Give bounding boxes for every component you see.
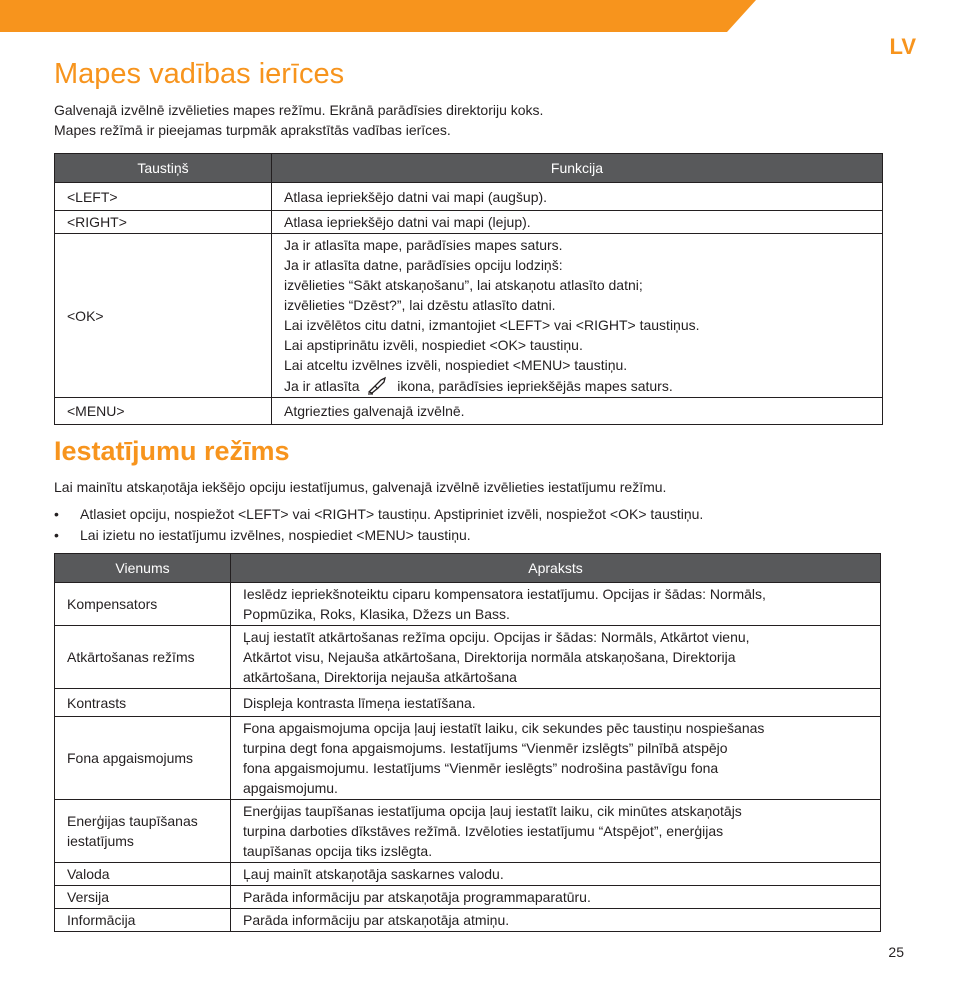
item-cell	[55, 800, 231, 863]
table-row	[55, 717, 881, 800]
item-cell: Versija	[55, 886, 231, 909]
list-item	[54, 504, 703, 525]
description-cell: Parāda informāciju par atskaņotāja atmiņu.	[231, 909, 881, 932]
description-line: turpina darboties dīkstāves režīmā. Izvēloties iestatījumu “Atspējot”, enerģijas	[243, 823, 724, 839]
description-cell: Ļauj mainīt atskaņotāja saskarnes valodu.	[231, 863, 881, 886]
col-header-description: Apraksts	[231, 554, 881, 583]
table-row	[55, 398, 883, 425]
table-row	[55, 863, 881, 886]
description-cell	[231, 583, 881, 626]
description-line: Fona apgaismojuma opcija ļauj iestatīt laiku, cik sekundes pēc taustiņu nospiešanas	[243, 720, 765, 736]
function-line: Lai apstiprinātu izvēli, nospiediet <OK> taustiņu.	[284, 337, 583, 353]
table-row	[55, 583, 881, 626]
item-line: iestatījums	[67, 833, 134, 849]
col-header-function: Funkcija	[272, 154, 883, 183]
description-line: Ļauj iestatīt atkārtošanas režīma opciju. Opcijas ir šādas: Normāls, Atkārtot vienu,	[243, 629, 750, 645]
description-line: Enerģijas taupīšanas iestatījuma opcija ļauj iestatīt laiku, cik minūtes atskaņotājs	[243, 803, 742, 819]
function-cell	[272, 234, 883, 398]
language-code: LV	[889, 34, 916, 59]
settings-table	[54, 553, 881, 932]
table-row	[55, 626, 881, 689]
table-row	[55, 800, 881, 863]
function-cell: Atlasa iepriekšējo datni vai mapi (lejup).	[272, 211, 883, 234]
table-row	[55, 183, 883, 211]
section-title-folder-controls: Mapes vadības ierīces	[54, 58, 345, 90]
table-row	[55, 689, 881, 717]
function-line	[284, 375, 870, 396]
bullet-text: Atlasiet opciju, nospiežot <LEFT> vai <RIGHT> taustiņu. Apstipriniet izvēli, nospiežot <OK> taustiņu.	[80, 506, 704, 522]
function-line: izvēlieties “Dzēst?”, lai dzēstu atlasīto datni.	[284, 297, 556, 313]
folder-intro	[54, 100, 543, 140]
settings-intro: Lai mainītu atskaņotāja iekšējo opciju iestatījumus, galvenajā izvēlnē izvēlieties iestatījumu režīmu.	[54, 479, 667, 495]
item-cell: Fona apgaismojums	[55, 717, 231, 800]
col-header-item: Vienums	[55, 554, 231, 583]
function-line: Lai atceltu izvēlnes izvēli, nospiediet <MENU> taustiņu.	[284, 357, 628, 373]
function-line: Lai izvēlētos citu datni, izmantojiet <LEFT> vai <RIGHT> taustiņus.	[284, 317, 700, 333]
description-cell	[231, 800, 881, 863]
settings-bullet-list	[54, 504, 703, 546]
description-line: Atkārtot visu, Nejauša atkārtošana, Direktorija normāla atskaņošana, Direktorija	[243, 649, 736, 665]
item-cell: Atkārtošanas režīms	[55, 626, 231, 689]
folder-controls-table	[54, 153, 883, 425]
description-line: atkārtošana, Direktorija nejauša atkārtošana	[243, 669, 517, 685]
description-cell: Displeja kontrasta līmeņa iestatīšana.	[231, 689, 881, 717]
bullet-icon: •	[54, 527, 59, 543]
item-cell: Kontrasts	[55, 689, 231, 717]
line-prefix: Ja ir atlasīta	[284, 378, 360, 394]
line-suffix: ikona, parādīsies iepriekšējās mapes saturs.	[397, 378, 673, 394]
description-line: taupīšanas opcija tiks izslēgta.	[243, 843, 433, 859]
function-line: Ja ir atlasīta datne, parādīsies opciju lodziņš:	[284, 257, 563, 273]
description-line: Popmūzika, Roks, Klasika, Džezs un Bass.	[243, 606, 510, 622]
page-number: 25	[888, 944, 904, 960]
key-cell: <LEFT>	[55, 183, 272, 211]
table-header-row	[55, 154, 883, 183]
key-cell: <RIGHT>	[55, 211, 272, 234]
description-cell	[231, 626, 881, 689]
bullet-text: Lai izietu no iestatījumu izvēlnes, nospiediet <MENU> taustiņu.	[80, 527, 471, 543]
key-cell: <OK>	[55, 234, 272, 398]
function-cell: Atgriezties galvenajā izvēlnē.	[272, 398, 883, 425]
description-cell	[231, 717, 881, 800]
function-line: izvēlieties “Sākt atskaņošanu”, lai atskaņotu atlasīto datni;	[284, 277, 643, 293]
function-line: Ja ir atlasīta mape, parādīsies mapes saturs.	[284, 237, 563, 253]
table-row	[55, 234, 883, 398]
item-cell: Informācija	[55, 909, 231, 932]
intro-line: Mapes režīmā ir pieejamas turpmāk aprakstītās vadības ierīces.	[54, 122, 451, 138]
item-cell: Valoda	[55, 863, 231, 886]
item-line: Enerģijas taupīšanas	[67, 813, 198, 829]
description-line: Ieslēdz iepriekšnoteiktu ciparu kompensatora iestatījumu. Opcijas ir šādas: Normāls,	[243, 586, 766, 602]
table-header-row	[55, 554, 881, 583]
description-cell: Parāda informāciju par atskaņotāja programmaparatūru.	[231, 886, 881, 909]
description-line: turpina degt fona apgaismojums. Iestatījums “Vienmēr izslēgts” pilnībā atspējo	[243, 740, 728, 756]
description-line: fona apgaismojumu. Iestatījums “Vienmēr ieslēgts” nodrošina pastāvīgu fona	[243, 760, 719, 776]
description-line: apgaismojumu.	[243, 780, 338, 796]
back-arrow-hand-icon	[367, 375, 389, 395]
table-row	[55, 211, 883, 234]
key-cell: <MENU>	[55, 398, 272, 425]
section-title-settings-mode: Iestatījumu režīms	[54, 436, 290, 466]
bullet-icon: •	[54, 506, 59, 522]
list-item	[54, 525, 703, 546]
table-row	[55, 886, 881, 909]
function-cell: Atlasa iepriekšējo datni vai mapi (augšup).	[272, 183, 883, 211]
col-header-key: Taustiņš	[55, 154, 272, 183]
intro-line: Galvenajā izvēlnē izvēlieties mapes režīmu. Ekrānā parādīsies direktoriju koks.	[54, 102, 544, 118]
table-row	[55, 909, 881, 932]
item-cell: Kompensators	[55, 583, 231, 626]
top-orange-band	[0, 0, 954, 32]
